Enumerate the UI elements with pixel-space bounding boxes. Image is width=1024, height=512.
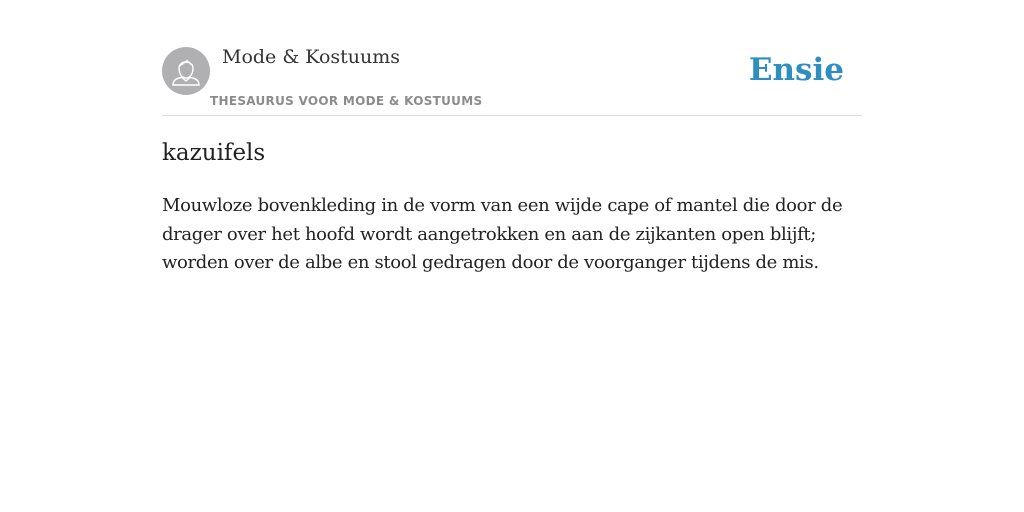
term-title: kazuifels: [162, 140, 266, 166]
source-subtitle: THESAURUS VOOR MODE & KOSTUUMS: [210, 94, 483, 108]
header: [162, 40, 862, 116]
definition-text: Mouwloze bovenkleding in de vorm van een wijde cape of mantel die door de drager over het hoofd wordt aangetrokken en aan de zijkanten open blijft; worden over de albe en stool gedragen door de voorganger tijdens de mis.: [162, 195, 843, 273]
user-silhouette-icon: [162, 47, 210, 95]
avatar[interactable]: [162, 47, 210, 95]
brand-logo[interactable]: Ensie: [748, 52, 844, 88]
source-name[interactable]: Mode & Kostuums: [222, 46, 401, 68]
